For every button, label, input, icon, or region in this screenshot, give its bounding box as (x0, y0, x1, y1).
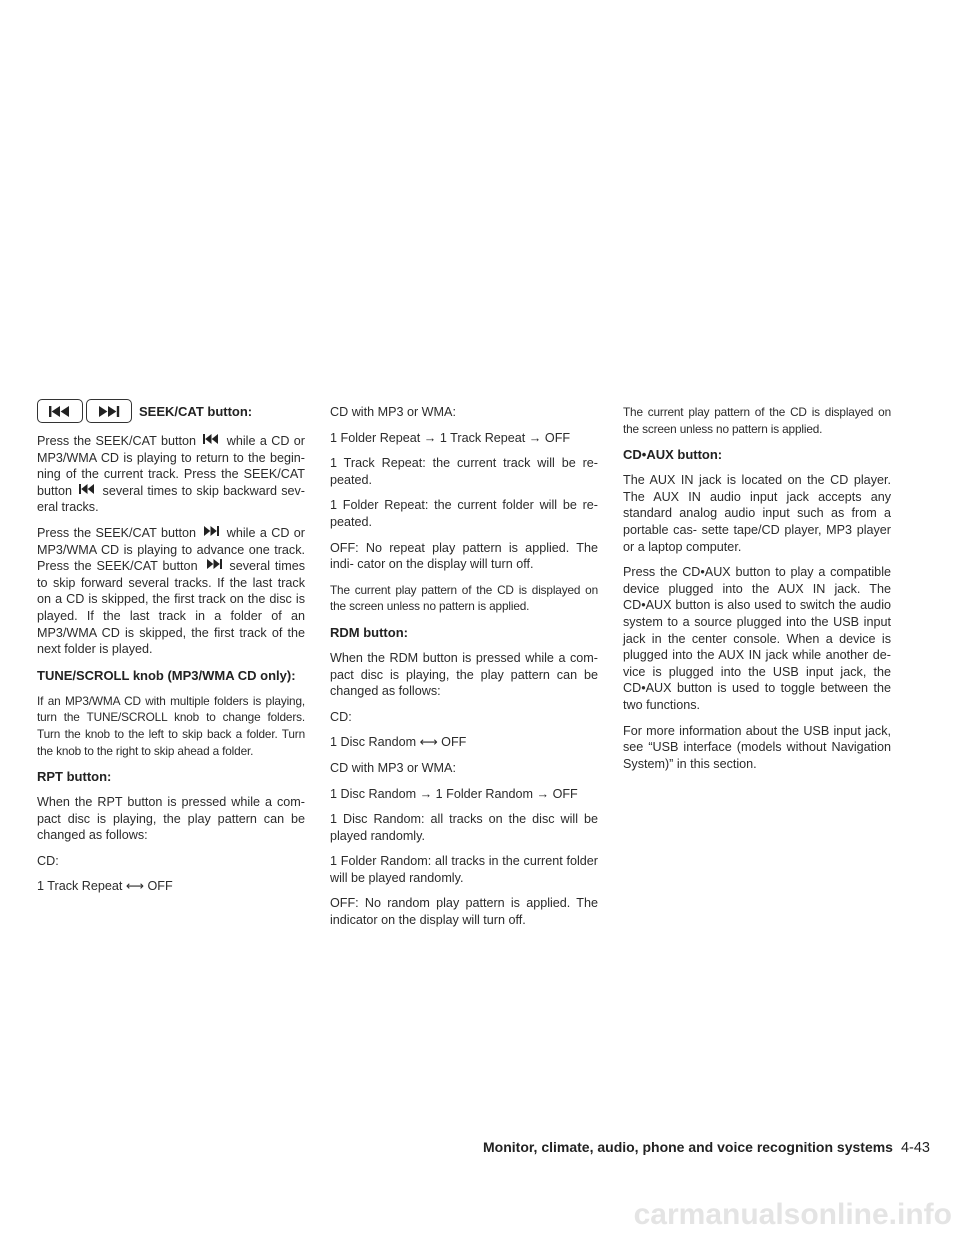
current-pattern-paragraph: The current play pattern of the CD is displayed on the screen unless no pattern is applied. (330, 582, 598, 614)
column-2 (330, 404, 598, 938)
cd-label: CD: (37, 853, 59, 868)
seek-back-paragraph: Press the SEEK/CAT button while a CD or MP3/WMA CD is playing to return to the begin- ning of the current track. Press the SEEK/CAT button several times to skip backward sev- eral tracks. (37, 434, 306, 515)
seek-heading: SEEK/CAT button: (139, 403, 253, 419)
mp3-label: CD with MP3 or WMA: (330, 405, 456, 419)
aux-button-paragraph: Press the CD•AUX button to play a compatible device plugged into the AUX IN jack. The CD•AUX button is also used to switch the audio system to a source plugged into the USB input jack in the center console. When a device is plugged into the AUX IN jack while another de- vice is plugged into the USB input jack, the CD•AUX button is used to toggle between the two functions. (623, 565, 891, 712)
folder-repeat-paragraph: 1 Folder Repeat: the current folder will be re- peated. (330, 498, 598, 529)
seek-back-icon (203, 434, 219, 444)
seek-forward-button-icon (86, 399, 132, 423)
disc-random-paragraph: 1 Disc Random: all tracks on the disc will be played randomly. (330, 812, 598, 843)
current-pattern-paragraph: The current play pattern of the CD is displayed on the screen unless no pattern is applied. (623, 405, 891, 436)
off-repeat-paragraph: OFF: No repeat play pattern is applied. The indi- cator on the display will turn off. (330, 540, 598, 572)
aux-jack-paragraph: The AUX IN jack is located on the CD player. The AUX IN audio input jack accepts any standard analog audio input such as from a portable cas- sette tape/CD player, MP3 player or a laptop computer. (623, 473, 891, 554)
mp3-label: CD with MP3 or WMA: (330, 760, 456, 775)
rdm-heading: RDM button: (330, 624, 408, 640)
column-1 (37, 398, 305, 904)
watermark-text: carmanualsonline.info (633, 1198, 952, 1231)
off-random-paragraph: OFF: No random play pattern is applied. The indicator on the display will turn off. (330, 896, 598, 928)
cd-repeat-pattern: 1 Track Repeat ⟷ OFF (37, 879, 173, 894)
section-title: Monitor, climate, audio, phone and voice recognition systems (483, 1139, 893, 1155)
seek-back-icon (79, 484, 95, 494)
folder-random-paragraph: 1 Folder Random: all tracks in the current folder will be played randomly. (330, 854, 598, 885)
mp3-repeat-pattern: 1 Folder Repeat → 1 Track Repeat → OFF (330, 430, 571, 445)
tune-scroll-heading: TUNE/SCROLL knob (MP3/WMA CD only): (37, 667, 296, 683)
cd-random-pattern: 1 Disc Random ⟷ OFF (330, 735, 467, 750)
cd-aux-heading: CD•AUX button: (623, 447, 723, 463)
track-repeat-paragraph: 1 Track Repeat: the current track will be re- peated. (330, 456, 598, 487)
column-3 (623, 404, 891, 781)
tune-scroll-paragraph: If an MP3/WMA CD with multiple folders is playing, turn the TUNE/SCROLL knob to change folders. Turn the knob to the left to skip back a folder. Turn the knob to the right to skip ahead a folder. (37, 693, 305, 758)
page-number: 4-43 (900, 1140, 930, 1156)
usb-reference-paragraph: For more information about the USB input jack, see “USB interface (models without Navigation System)” in this section. (623, 723, 891, 771)
cd-label: CD: (330, 709, 352, 724)
seek-forward-icon (206, 559, 222, 569)
rpt-heading: RPT button: (37, 769, 112, 785)
page-footer (425, 1139, 930, 1156)
rpt-paragraph: When the RPT button is pressed while a com- pact disc is playing, the play pattern can be changed as follows: (37, 795, 305, 843)
watermark-logo (580, 1172, 960, 1242)
seek-forward-icon (203, 526, 219, 536)
seek-heading-line (37, 398, 305, 424)
mp3-random-pattern: 1 Disc Random → 1 Folder Random → OFF (330, 786, 578, 801)
rdm-paragraph: When the RDM button is pressed while a com- pact disc is playing, the play pattern can be changed as follows: (330, 650, 598, 699)
seek-back-button-icon (37, 399, 83, 423)
seek-forward-paragraph: Press the SEEK/CAT button while a CD or MP3/WMA CD is playing to advance one track. Press the SEEK/CAT button several times to skip forward several tracks. If the last track on a CD is skipped, the first track on the disc is played. If the last track in a folder of an MP3/WMA CD is skipped, the first track of the next folder is played. (37, 525, 306, 657)
